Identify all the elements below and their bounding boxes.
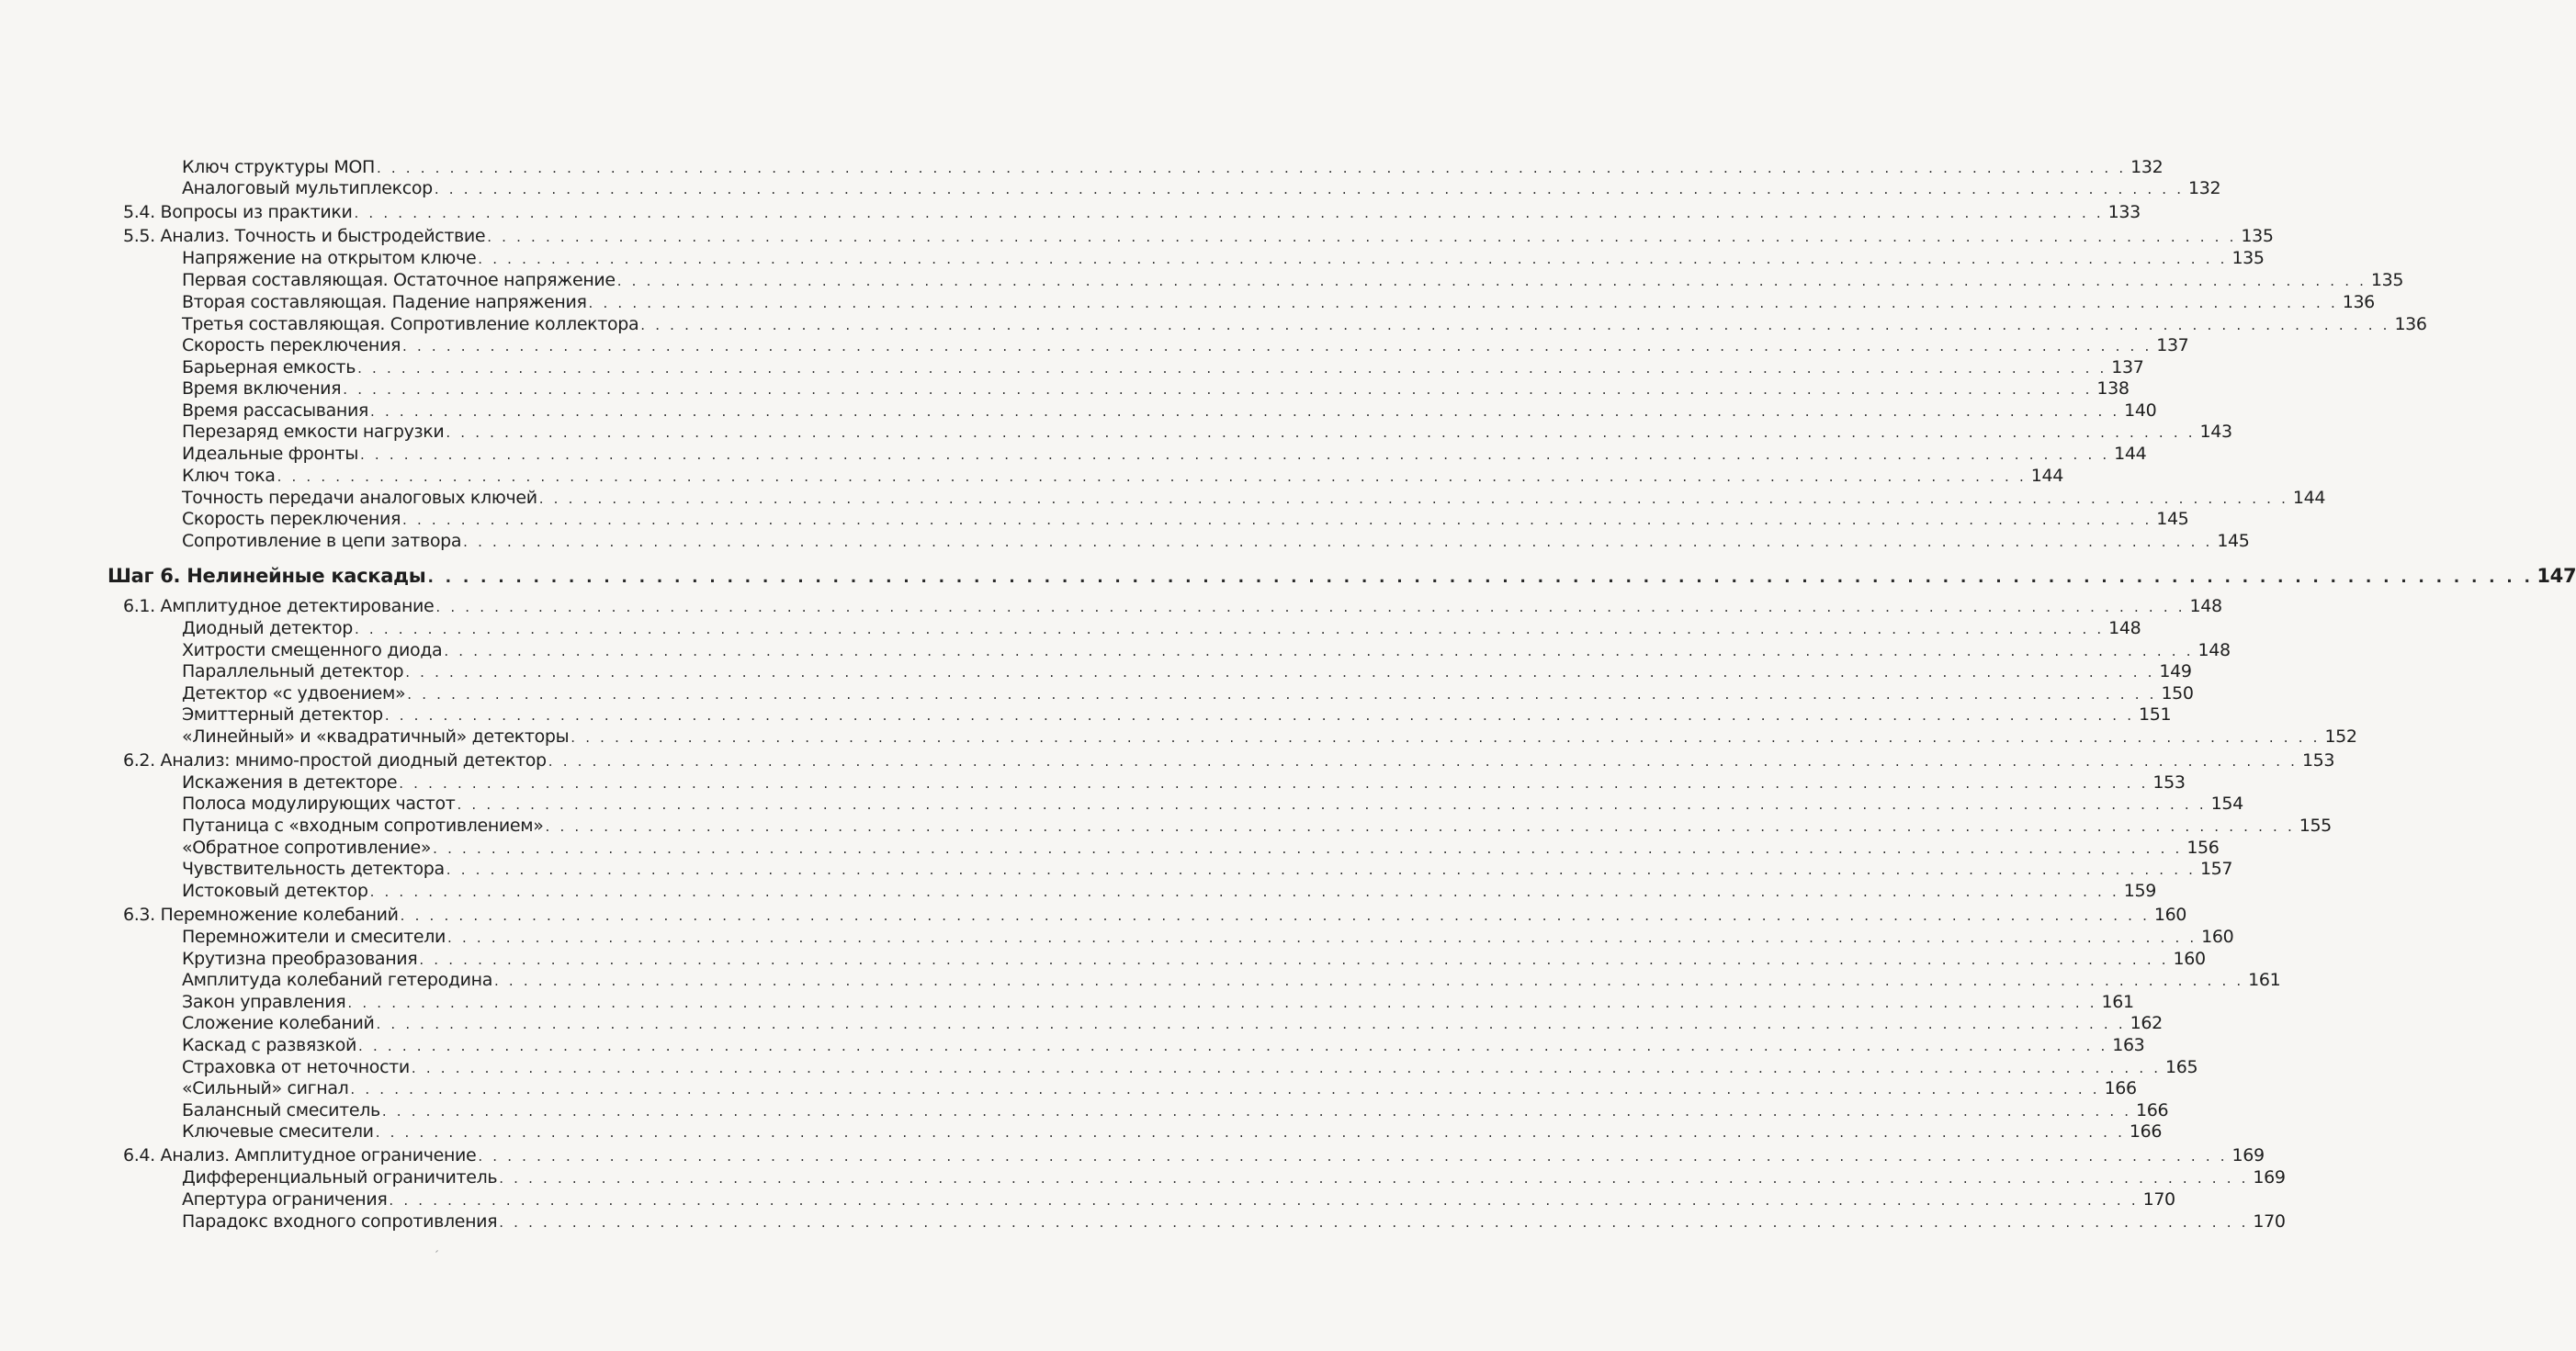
toc-entry-sub bbox=[182, 377, 2130, 400]
dot-leader: . . . . . . . . . . . . . . . . . . . . . . . . . . . . . . . . . . . . . . . . . . . . . . . . . . . . . . . . . . . . . . . . . . . . . . . . . . . . . . . . . . . . . . . . . . . . . . . . . . . . . . . . . . . . . . . . . . . . . . . . bbox=[435, 599, 2186, 615]
dot-leader: . . . . . . . . . . . . . . . . . . . . . . . . . . . . . . . . . . . . . . . . . . . . . . . . . . . . . . . . . . . . . . . . . . . . . . . . . . . . . . . . . . . . . . . . . . . . . . . . . . . . . . . . . . . . . . . . . . . . . . . . bbox=[444, 643, 2194, 659]
toc-page-number: 169 bbox=[2231, 1145, 2265, 1165]
toc-entry-title: 6.4. Анализ. Амплитудное ограничение bbox=[123, 1145, 477, 1165]
dot-leader: . . . . . . . . . . . . . . . . . . . . . . . . . . . . . . . . . . . . . . . . . . . . . . . . . . . . . . . . . . . . . . . . . . . . . . . . . . . . . . . . . . . . . . . . . . . . . . . . . . . . . . . . . . . . . . . . . . . . . . . . bbox=[354, 621, 2105, 637]
toc-entry-section bbox=[123, 225, 2274, 247]
toc-page-number: 140 bbox=[2124, 400, 2157, 421]
toc-entry-sub bbox=[182, 334, 2189, 356]
toc-entry-title: Сложение колебаний bbox=[182, 1013, 375, 1033]
toc-page-number: 152 bbox=[2324, 726, 2357, 747]
dot-leader: . . . . . . . . . . . . . . . . . . . . . . . . . . . . . . . . . . . . . . . . . . . . . . . . . . . . . . . . . . . . . . . . . . . . . . . . . . . . . . . . . . . . . . . . . . . . . . . . . . . . . . . . . . . . . . . . . . . . . . . . bbox=[400, 907, 2151, 924]
dot-leader: . . . . . . . . . . . . . . . . . . . . . . . . . . . . . . . . . . . . . . . . . . . . . . . . . . . . . . . . . . . . . . . . . . . . . . . . . . . . . . . . . . . . . . . . . . . . . . . . . . . . . . . . . . . . . . . . . . . . . . . . bbox=[350, 1081, 2100, 1098]
toc-entry-title: Хитрости смещенного диода bbox=[182, 640, 443, 660]
toc-entry-sub bbox=[182, 356, 2144, 378]
dot-leader: . . . . . . . . . . . . . . . . . . . . . . . . . . . . . . . . . . . . . . . . . . . . . . . . . . . . . . . . . . . . . . . . . . . . . . . . . . . . . . . . . . . . . . . . . . . . . . . . . . . . . . . . . . . . . . . . . . . . . . . . bbox=[405, 664, 2155, 681]
toc-entry-title: Напряжение на открытом ключе bbox=[182, 248, 477, 268]
toc-entry-title: Третья составляющая. Сопротивление коллектора bbox=[182, 314, 639, 334]
dot-leader: . . . . . . . . . . . . . . . . . . . . . . . . . . . . . . . . . . . . . . . . . . . . . . . . . . . . . . . . . . . . . . . . . . . . . . . . . . . . . . . . . . . . . . . . . . . . . . . . . . . . . . . . . . . . . . . . . . . . . . . . bbox=[538, 490, 2289, 507]
toc-page-number: 135 bbox=[2231, 248, 2265, 268]
toc-entry-sub bbox=[182, 1077, 2137, 1099]
toc-entry-title: Вторая составляющая. Падение напряжения bbox=[182, 292, 587, 312]
toc-entry-title: Полоса модулирующих частот bbox=[182, 794, 456, 814]
toc-page-number: 160 bbox=[2153, 905, 2187, 925]
dot-leader: . . . . . . . . . . . . . . . . . . . . . . . . . . . . . . . . . . . . . . . . . . . . . . . . . . . . . . . . . . . . . . . . . . . . . . . . . . . . . . . . . . . . . . . . . . . . . . . . . . . . . . . . . . . . . . . . . . . . . . . . bbox=[402, 338, 2152, 355]
toc-page-number: 136 bbox=[2394, 314, 2427, 334]
toc-entry-sub bbox=[182, 400, 2157, 422]
toc-entry-title: Парадокс входного сопротивления bbox=[182, 1211, 498, 1232]
toc-entry-sub bbox=[182, 771, 2186, 794]
toc-entry-sub bbox=[182, 313, 2427, 335]
toc-page-number: 166 bbox=[2129, 1121, 2163, 1142]
dot-leader: . . . . . . . . . . . . . . . . . . . . . . . . . . . . . . . . . . . . . . . . . . . . . . . . . . . . . . . . . . . . . . . . . . . . . . . . . . . . . . . . . . . . . . . . . . . . . . . . . . . . . . . . . . . . . . . . . . . . . . . . bbox=[381, 1103, 2132, 1120]
toc-entry-sub bbox=[182, 1012, 2163, 1034]
dot-leader: . . . . . . . . . . . . . . . . . . . . . . . . . . . . . . . . . . . . . . . . . . . . . . . . . . . . . . . . . . . . . . . . . . . . . . . . . . . . . . . . . . . . . . . . . . . . . . . . . . . . . . . . . . . . . . . . . . . . . . . . bbox=[357, 360, 2107, 377]
toc-entry-title: Балансный смеситель bbox=[182, 1100, 380, 1120]
toc-entry-sub bbox=[182, 1210, 2286, 1233]
toc-page-number: 145 bbox=[2217, 531, 2250, 551]
toc-entry-section bbox=[123, 749, 2335, 771]
toc-page-number: 148 bbox=[2189, 596, 2222, 616]
toc-page-number: 135 bbox=[2241, 226, 2274, 246]
toc-entry-title: Эмиттерный детектор bbox=[182, 704, 383, 725]
toc-entry-title: Ключевые смесители bbox=[182, 1121, 374, 1142]
toc-entry-title: Каскад с развязкой bbox=[182, 1035, 357, 1055]
toc-entry-title: Время включения bbox=[182, 378, 342, 399]
toc-entry-sub bbox=[182, 487, 2326, 509]
toc-page-number: 150 bbox=[2161, 683, 2194, 704]
toc-entry-sub bbox=[182, 465, 2063, 487]
toc-page-number: 165 bbox=[2165, 1057, 2198, 1077]
dot-leader: . . . . . . . . . . . . . . . . . . . . . . . . . . . . . . . . . . . . . . . . . . . . . . . . . . . . . . . . . . . . . . . . . . . . . . . . . . . . . . . . . . . . . . . . . . . . . . . . . . . . . . . . . . . . . . . . . . . . . . . . bbox=[360, 446, 2110, 463]
toc-entry-section bbox=[123, 201, 2141, 223]
toc-entry-title: 5.4. Вопросы из практики bbox=[123, 202, 353, 222]
toc-entry-title: Детектор «с удвоением» bbox=[182, 683, 406, 704]
dot-leader: . . . . . . . . . . . . . . . . . . . . . . . . . . . . . . . . . . . . . . . . . . . . . . . . . . . . . . . . . . . . . . . . . . . . . . . . . . . . . . . . . . . . . . . . . . . . . . . . . . . . . . . . . . . . . . . . . . . . . . . . bbox=[457, 796, 2207, 813]
dot-leader: . . . . . . . . . . . . . . . . . . . . . . . . . . . . . . . . . . . . . . . . . . . . . . . . . . . . . . . . . . . . . . . . . . . . . . . . . . . . . . . . . . . . . . . . . . . . . . . . . . . . . . . . . . . . . . . . . . . . . . . . bbox=[616, 273, 2367, 289]
toc-entry-title: Диодный детектор bbox=[182, 618, 353, 638]
toc-entry-title: Точность передачи аналоговых ключей bbox=[182, 488, 537, 508]
toc-page-number: 144 bbox=[2030, 466, 2063, 486]
toc-entry-title: Перемножители и смесители bbox=[182, 927, 446, 947]
toc-page-number: 157 bbox=[2199, 859, 2233, 879]
toc-page-number: 170 bbox=[2142, 1189, 2175, 1210]
toc-page-number: 156 bbox=[2186, 838, 2220, 858]
toc-entry-sub bbox=[182, 858, 2233, 880]
toc-entry-sub bbox=[182, 1120, 2163, 1143]
toc-entry-sub bbox=[182, 660, 2192, 682]
toc-entry-sub bbox=[182, 508, 2189, 530]
toc-entry-sub bbox=[182, 969, 2281, 991]
dot-leader: . . . . . . . . . . . . . . . . . . . . . . . . . . . . . . . . . . . . . . . . . . . . . . . . . . . . . . . . . . . . . . . . . . . . . . . . . . . . . . . . . . . . . . . . . . . . . . . . . . . . . . . . . . . . . . . . . . . . . . . . bbox=[376, 160, 2127, 176]
toc-page-number: 138 bbox=[2096, 378, 2130, 399]
dot-leader: . . . . . . . . . . . . . . . . . . . . . . . . . . . . . . . . . . . . . . . . . . . . . . . . . . . . . . . . . . . . . . . . . . . . . . . . . . . . . . . . . . . . . . . . . . . . . . . . . . . . . . . . . . . . . . . . . . . . . . . . bbox=[571, 729, 2321, 746]
dot-leader: . . . . . . . . . . . . . . . . . . . . . . . . . . . . . . . . . . . . . . . . . . . . . . . . . . . . . . . . . . . . . . . . . . . . . . . . . . . . . . . . . . . . . . . . . . . . . . . . . . . . . . . . . . . . . . . . . . . . . . . . bbox=[407, 686, 2157, 703]
toc-entry-title: Аналоговый мультиплексор bbox=[182, 178, 433, 198]
toc-page-number: 137 bbox=[2111, 357, 2144, 377]
dot-leader: . . . . . . . . . . . . . . . . . . . . . . . . . . . . . . . . . . . . . . . . . . . . . . . . . . . . . . . . . . . . . . . . . . . . . . . . . . . . . . . . . . . . . . . . . . . . . . . . . . . . . . . . . . . . . . . . . . . . . . . . bbox=[478, 251, 2228, 267]
dot-leader: . . . . . . . . . . . . . . . . . . . . . . . . . . . . . . . . . . . . . . . . . . . . . . . . . . . . . . . . . . . . . . . . . . . . . . . . . . . . . . . . . . . . . . . . . . . . . . . . . . . . . . . . . . . . . . . . . . . . . . . . bbox=[370, 403, 2120, 420]
toc-entry-title: Ключ структуры МОП bbox=[182, 157, 375, 177]
toc-entry-title: Закон управления bbox=[182, 992, 346, 1012]
toc-entry-sub bbox=[182, 1099, 2169, 1121]
toc-page-number: 145 bbox=[2156, 509, 2189, 529]
toc-entry-title: Апертура ограничения bbox=[182, 1189, 388, 1210]
toc-entry-sub bbox=[182, 269, 2404, 291]
toc-entry-title: Скорость переключения bbox=[182, 509, 401, 529]
toc-entry-title: Барьерная емкость bbox=[182, 357, 356, 377]
toc-page-number: 161 bbox=[2101, 992, 2134, 1012]
toc-entry-sub bbox=[182, 726, 2357, 748]
toc-entry-sub bbox=[182, 793, 2243, 815]
toc-entry-sub bbox=[182, 1188, 2175, 1210]
dot-leader: . . . . . . . . . . . . . . . . . . . . . . . . . . . . . . . . . . . . . . . . . . . . . . . . . . . . . . . . . . . . . . . . . . . . . . . . . . . . . . . . . . . . . . . . . . . . . . . . . . . . . . . . . . . . . . . . . . . . . . . . bbox=[478, 1148, 2228, 1165]
toc-page-number: 137 bbox=[2156, 335, 2189, 355]
toc-page-number: 132 bbox=[2187, 178, 2221, 198]
dot-leader: . . . . . . . . . . . . . . . . . . . . . . . . . . . . . . . . . . . . . . . . . . . . . . . . . . . . . . . . . . . . . . . . . . . . . . . . . . . . . . . . . . . . . . . . . . . . . . . . . . . . . . . . . . . . . . . . . . . . . . . . bbox=[402, 512, 2152, 528]
toc-entry-title: «Обратное сопротивление» bbox=[182, 838, 432, 858]
toc-entry-title: Время рассасывания bbox=[182, 400, 369, 421]
dot-leader: . . . . . . . . . . . . . . . . . . . . . . . . . . . . . . . . . . . . . . . . . . . . . . . . . . . . . . . . . . . . . . . . . . . . . . . . . . . . . . . . . . . . . . . . . . . . . . . . . . . . . . . . . . . . . . . . . . . . . . . . bbox=[277, 468, 2027, 485]
toc-entry-sub bbox=[182, 682, 2194, 704]
toc-entry-title: «Сильный» сигнал bbox=[182, 1078, 349, 1098]
dot-leader: . . . . . . . . . . . . . . . . . . . . . . . . . . . . . . . . . . . . . . . . . . . . . . . . . . . . . . . . . . . . . . . . . . . . . . . . . . . . . . . . . . . . . . . . . . . . . . . . . . . . . . . . . . . . . . . . . . . . . . . . bbox=[446, 861, 2197, 878]
toc-entry-sub bbox=[182, 991, 2134, 1013]
toc-entry-title: Идеальные фронты bbox=[182, 444, 358, 464]
toc-page-number: 148 bbox=[2198, 640, 2231, 660]
toc-page-number: 143 bbox=[2199, 422, 2232, 442]
toc-entry-title: Крутизна преобразования bbox=[182, 949, 418, 969]
dot-leader: . . . . . . . . . . . . . . . . . . . . . . . . . . . . . . . . . . . . . . . . . . . . . . . . . . . . . . . . . . . . . . . . . . . . . . . . . . . . . . . . . . . . . . . . . . . . . . . . . . . . . . . . . . . . . . . . . . . . . . . . bbox=[499, 1170, 2249, 1187]
dot-leader: . . . . . . . . . . . . . . . . . . . . . . . . . . . . . . . . . . . . . . . . . . . . . . . . . . . . . . . . . . . . . . . . . . . . . . . . . . . . . . . . . . . . . . . . . . . . . . . . . . . . . . . . . . . . . . . . . . . . . . . . bbox=[588, 295, 2338, 311]
dot-leader: . . . . . . . . . . . . . . . . . . . . . . . . . . . . . . . . . . . . . . . . . . . . . . . . . . . . . . . . . . . . . . . . . . . . . . . . . . . . . . . . . . . . . . . . . . . . . . . . . . . . . . . . . . . . . . . . . . . . . . . . bbox=[499, 1214, 2249, 1231]
toc-page-number: 154 bbox=[2210, 794, 2243, 814]
dot-leader: . . . . . . . . . . . . . . . . . . . . . . . . . . . . . . . . . . . . . . . . . . . . . . . . . . . . . . . . . . . . . . . . . . . . . . . . . . . . . . . . . . . . . . . . . . . . . . . . . . . . . . . . . . . . . . . . . . . . . . . . bbox=[411, 1060, 2162, 1076]
toc-page-number: 136 bbox=[2342, 292, 2375, 312]
toc-entry-title: 6.1. Амплитудное детектирование bbox=[123, 596, 435, 616]
toc-page-number: 144 bbox=[2114, 444, 2147, 464]
toc-page-number: 166 bbox=[2136, 1100, 2169, 1120]
toc-entry-title: Первая составляющая. Остаточное напряжение bbox=[182, 270, 616, 290]
toc-entry-sub bbox=[182, 247, 2265, 269]
toc-entry-title: Искажения в детекторе bbox=[182, 772, 398, 793]
toc-entry-sub bbox=[182, 880, 2156, 902]
toc-entry-sub bbox=[182, 421, 2232, 443]
toc-entry-sub bbox=[182, 815, 2332, 837]
toc-entry-title: Перезаряд емкости нагрузки bbox=[182, 422, 445, 442]
toc-page-number: 132 bbox=[2130, 157, 2164, 177]
toc-page-number: 155 bbox=[2299, 816, 2332, 836]
dot-leader: . . . . . . . . . . . . . . . . . . . . . . . . . . . . . . . . . . . . . . . . . . . . . . . . . . . . . . . . . . . . . . . . . . . . . . . . . . . . . . . . . . . . . . . . . . . . . . . . . . . . . . . . . . . . . . . . . . . . . . . . bbox=[375, 1124, 2126, 1141]
toc-page-number: 133 bbox=[2107, 202, 2141, 222]
dot-leader: . . . . . . . . . . . . . . . . . . . . . . . . . . . . . . . . . . . . . . . . . . . . . . . . . . . . . . . . . . . . . . . . . . . . . . . . . . . . . . . . . . . . . . . . . . . . . . . . . . . . . . . . . . . . . . . . . . . . . . . . bbox=[427, 569, 2534, 587]
dot-leader: . . . . . . . . . . . . . . . . . . . . . . . . . . . . . . . . . . . . . . . . . . . . . . . . . . . . . . . . . . . . . . . . . . . . . . . . . . . . . . . . . . . . . . . . . . . . . . . . . . . . . . . . . . . . . . . . . . . . . . . . bbox=[389, 1192, 2139, 1209]
toc-entry-title: 5.5. Анализ. Точность и быстродействие bbox=[123, 226, 486, 246]
dot-leader: . . . . . . . . . . . . . . . . . . . . . . . . . . . . . . . . . . . . . . . . . . . . . . . . . . . . . . . . . . . . . . . . . . . . . . . . . . . . . . . . . . . . . . . . . . . . . . . . . . . . . . . . . . . . . . . . . . . . . . . . bbox=[384, 707, 2135, 724]
dot-leader: . . . . . . . . . . . . . . . . . . . . . . . . . . . . . . . . . . . . . . . . . . . . . . . . . . . . . . . . . . . . . . . . . . . . . . . . . . . . . . . . . . . . . . . . . . . . . . . . . . . . . . . . . . . . . . . . . . . . . . . . bbox=[640, 317, 2390, 333]
toc-entry-chapter bbox=[107, 562, 2576, 590]
toc-page-number: 135 bbox=[2370, 270, 2404, 290]
toc-entry-sub bbox=[182, 704, 2172, 726]
dot-leader: . . . . . . . . . . . . . . . . . . . . . . . . . . . . . . . . . . . . . . . . . . . . . . . . . . . . . . . . . . . . . . . . . . . . . . . . . . . . . . . . . . . . . . . . . . . . . . . . . . . . . . . . . . . . . . . . . . . . . . . . bbox=[354, 205, 2104, 221]
toc-entry-sub bbox=[182, 443, 2147, 465]
toc-page-number: 159 bbox=[2123, 881, 2156, 901]
toc-entry-title: Страховка от неточности bbox=[182, 1057, 410, 1077]
toc-entry-sub bbox=[182, 1034, 2145, 1056]
toc-entry-sub bbox=[182, 948, 2206, 970]
toc-page-number: 153 bbox=[2301, 750, 2335, 771]
dot-leader: . . . . . . . . . . . . . . . . . . . . . . . . . . . . . . . . . . . . . . . . . . . . . . . . . . . . . . . . . . . . . . . . . . . . . . . . . . . . . . . . . . . . . . . . . . . . . . . . . . . . . . . . . . . . . . . . . . . . . . . . bbox=[548, 753, 2299, 770]
dot-leader: . . . . . . . . . . . . . . . . . . . . . . . . . . . . . . . . . . . . . . . . . . . . . . . . . . . . . . . . . . . . . . . . . . . . . . . . . . . . . . . . . . . . . . . . . . . . . . . . . . . . . . . . . . . . . . . . . . . . . . . . bbox=[463, 534, 2213, 550]
toc-entry-sub bbox=[182, 639, 2231, 661]
toc-entry-title: Дифференциальный ограничитель bbox=[182, 1167, 498, 1188]
toc-entry-sub bbox=[182, 177, 2221, 199]
toc-page-number: 153 bbox=[2152, 772, 2186, 793]
toc-entry-title: 6.3. Перемножение колебаний bbox=[123, 905, 399, 925]
toc-entry-sub bbox=[182, 837, 2220, 859]
dot-leader: . . . . . . . . . . . . . . . . . . . . . . . . . . . . . . . . . . . . . . . . . . . . . . . . . . . . . . . . . . . . . . . . . . . . . . . . . . . . . . . . . . . . . . . . . . . . . . . . . . . . . . . . . . . . . . . . . . . . . . . . bbox=[399, 775, 2149, 792]
toc-entry-title: Параллельный детектор bbox=[182, 661, 404, 681]
toc-page-number: 162 bbox=[2130, 1013, 2163, 1033]
dot-leader: . . . . . . . . . . . . . . . . . . . . . . . . . . . . . . . . . . . . . . . . . . . . . . . . . . . . . . . . . . . . . . . . . . . . . . . . . . . . . . . . . . . . . . . . . . . . . . . . . . . . . . . . . . . . . . . . . . . . . . . . bbox=[434, 181, 2185, 197]
dot-leader: . . . . . . . . . . . . . . . . . . . . . . . . . . . . . . . . . . . . . . . . . . . . . . . . . . . . . . . . . . . . . . . . . . . . . . . . . . . . . . . . . . . . . . . . . . . . . . . . . . . . . . . . . . . . . . . . . . . . . . . . bbox=[494, 973, 2244, 989]
toc-entry-title: Истоковый детектор bbox=[182, 881, 368, 901]
toc-page-number: 144 bbox=[2292, 488, 2326, 508]
toc-entry-title: Путаница с «входным сопротивлением» bbox=[182, 816, 544, 836]
toc-entry-title: Чувствительность детектора bbox=[182, 859, 445, 879]
toc-entry-title: «Линейный» и «квадратичный» детекторы bbox=[182, 726, 570, 747]
dot-leader: . . . . . . . . . . . . . . . . . . . . . . . . . . . . . . . . . . . . . . . . . . . . . . . . . . . . . . . . . . . . . . . . . . . . . . . . . . . . . . . . . . . . . . . . . . . . . . . . . . . . . . . . . . . . . . . . . . . . . . . . bbox=[419, 951, 2169, 968]
toc-entry-title: Ключ тока bbox=[182, 466, 276, 486]
toc-entry-section bbox=[123, 904, 2187, 926]
toc-entry-sub bbox=[182, 291, 2375, 313]
toc-entry-sub bbox=[182, 617, 2141, 639]
toc-page-number: 163 bbox=[2112, 1035, 2145, 1055]
toc-entry-title: Сопротивление в цепи затвора bbox=[182, 531, 462, 551]
toc-entry-sub bbox=[182, 530, 2250, 552]
toc-entry-title: Шаг 6. Нелинейные каскады bbox=[107, 565, 426, 587]
toc-page-number: 170 bbox=[2253, 1211, 2286, 1232]
toc-page-number: 160 bbox=[2173, 949, 2206, 969]
toc-entry-title: 6.2. Анализ: мнимо-простой диодный детектор bbox=[123, 750, 547, 771]
dot-leader: . . . . . . . . . . . . . . . . . . . . . . . . . . . . . . . . . . . . . . . . . . . . . . . . . . . . . . . . . . . . . . . . . . . . . . . . . . . . . . . . . . . . . . . . . . . . . . . . . . . . . . . . . . . . . . . . . . . . . . . . bbox=[487, 229, 2237, 245]
toc-page-number: 151 bbox=[2138, 704, 2172, 725]
toc-page-number: 148 bbox=[2108, 618, 2141, 638]
dot-leader: . . . . . . . . . . . . . . . . . . . . . . . . . . . . . . . . . . . . . . . . . . . . . . . . . . . . . . . . . . . . . . . . . . . . . . . . . . . . . . . . . . . . . . . . . . . . . . . . . . . . . . . . . . . . . . . . . . . . . . . . bbox=[447, 929, 2198, 946]
toc-entry-title: Амплитуда колебаний гетеродина bbox=[182, 970, 492, 990]
toc-entry-sub bbox=[182, 926, 2234, 948]
toc-page-number: 160 bbox=[2201, 927, 2234, 947]
toc-entry-section bbox=[123, 595, 2222, 617]
dot-leader: . . . . . . . . . . . . . . . . . . . . . . . . . . . . . . . . . . . . . . . . . . . . . . . . . . . . . . . . . . . . . . . . . . . . . . . . . . . . . . . . . . . . . . . . . . . . . . . . . . . . . . . . . . . . . . . . . . . . . . . . bbox=[369, 884, 2119, 900]
dot-leader: . . . . . . . . . . . . . . . . . . . . . . . . . . . . . . . . . . . . . . . . . . . . . . . . . . . . . . . . . . . . . . . . . . . . . . . . . . . . . . . . . . . . . . . . . . . . . . . . . . . . . . . . . . . . . . . . . . . . . . . . bbox=[446, 424, 2196, 441]
dot-leader: . . . . . . . . . . . . . . . . . . . . . . . . . . . . . . . . . . . . . . . . . . . . . . . . . . . . . . . . . . . . . . . . . . . . . . . . . . . . . . . . . . . . . . . . . . . . . . . . . . . . . . . . . . . . . . . . . . . . . . . . bbox=[347, 995, 2097, 1011]
dot-leader: . . . . . . . . . . . . . . . . . . . . . . . . . . . . . . . . . . . . . . . . . . . . . . . . . . . . . . . . . . . . . . . . . . . . . . . . . . . . . . . . . . . . . . . . . . . . . . . . . . . . . . . . . . . . . . . . . . . . . . . . bbox=[433, 840, 2183, 857]
toc-page-number: 161 bbox=[2248, 970, 2281, 990]
toc-page-number: 147 bbox=[2536, 565, 2576, 587]
dot-leader: . . . . . . . . . . . . . . . . . . . . . . . . . . . . . . . . . . . . . . . . . . . . . . . . . . . . . . . . . . . . . . . . . . . . . . . . . . . . . . . . . . . . . . . . . . . . . . . . . . . . . . . . . . . . . . . . . . . . . . . . bbox=[376, 1016, 2126, 1032]
dot-leader: . . . . . . . . . . . . . . . . . . . . . . . . . . . . . . . . . . . . . . . . . . . . . . . . . . . . . . . . . . . . . . . . . . . . . . . . . . . . . . . . . . . . . . . . . . . . . . . . . . . . . . . . . . . . . . . . . . . . . . . . bbox=[358, 1038, 2108, 1054]
toc-page-number: 169 bbox=[2253, 1167, 2286, 1188]
toc-page-number: 149 bbox=[2159, 661, 2192, 681]
toc-entry-section bbox=[123, 1144, 2265, 1166]
toc-entry-title: Скорость переключения bbox=[182, 335, 401, 355]
toc-entry-sub bbox=[182, 1166, 2286, 1188]
dot-leader: . . . . . . . . . . . . . . . . . . . . . . . . . . . . . . . . . . . . . . . . . . . . . . . . . . . . . . . . . . . . . . . . . . . . . . . . . . . . . . . . . . . . . . . . . . . . . . . . . . . . . . . . . . . . . . . . . . . . . . . . bbox=[545, 818, 2295, 835]
dot-leader: . . . . . . . . . . . . . . . . . . . . . . . . . . . . . . . . . . . . . . . . . . . . . . . . . . . . . . . . . . . . . . . . . . . . . . . . . . . . . . . . . . . . . . . . . . . . . . . . . . . . . . . . . . . . . . . . . . . . . . . . bbox=[343, 381, 2093, 398]
toc-entry-sub bbox=[182, 1056, 2198, 1078]
toc-entry-sub bbox=[182, 156, 2164, 178]
toc-page-number: 166 bbox=[2104, 1078, 2137, 1098]
